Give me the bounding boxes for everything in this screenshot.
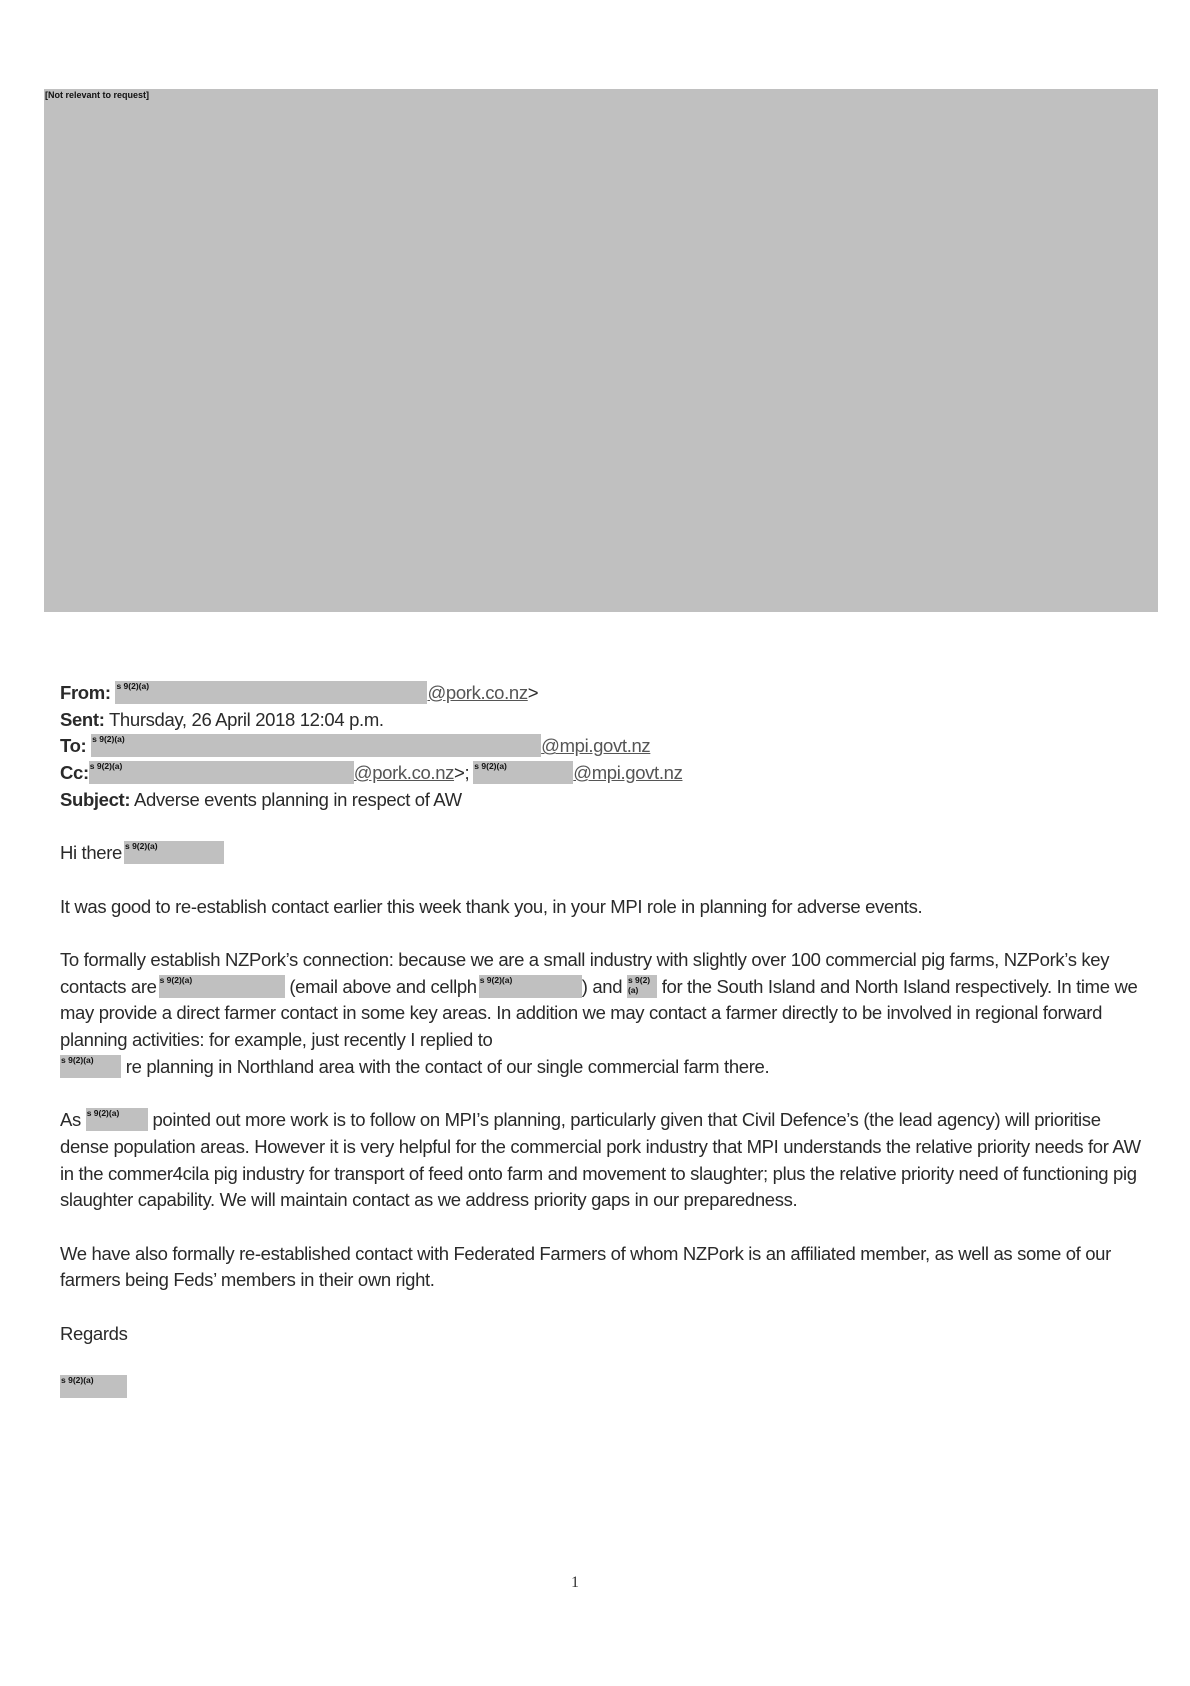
page-number: 1	[571, 1574, 579, 1591]
subject-value: Adverse events planning in respect of AW	[133, 788, 462, 810]
subject-label: Subject:	[60, 788, 131, 810]
paragraph-3	[60, 1107, 1150, 1214]
redacted-not-relevant-block	[44, 89, 1158, 612]
redaction-label: s 9(2)(a)	[474, 761, 507, 772]
cc-email-link-2[interactable]: @mpi.govt.nz	[573, 762, 683, 784]
closing: Regards	[60, 1322, 128, 1344]
p2-text-e: re planning in Northland area with the contact of our single commercial farm there.	[121, 1055, 770, 1077]
redaction	[86, 1108, 148, 1131]
paragraph-1: It was good to re-establish contact earlier this week thank you, in your MPI role in planning for adverse events.	[60, 895, 923, 917]
to-email-link[interactable]: @mpi.govt.nz	[541, 735, 651, 757]
redaction-label: s 9(2)(a)	[61, 1375, 94, 1386]
subject-line	[60, 787, 1150, 814]
redaction-label: s 9(2)(a)	[116, 681, 150, 691]
redaction	[473, 761, 573, 784]
greeting-text: Hi there	[60, 842, 122, 864]
not-relevant-label: [Not relevant to request]	[45, 90, 150, 100]
redaction	[124, 841, 224, 864]
p3-text-b: pointed out more work is to follow on MPI’s planning, particularly given that Civil Defence’s (the lead agency) will prioritise dense population areas. However it is very helpful for the commercial pork industry that MPI understands the relative priority needs for AW in the commer4cila pig industry for transport of feed onto farm and movement to slaughter; plus the relative priority need of functioning pig slaughter capability. We will maintain contact as we address priority gaps in our preparedness.	[60, 1109, 1141, 1211]
to-label: To:	[60, 735, 87, 757]
from-tail: >	[527, 682, 539, 703]
to-line	[60, 733, 1150, 760]
redaction	[115, 681, 427, 704]
sent-line	[60, 707, 1150, 734]
redaction	[91, 734, 541, 757]
redaction	[60, 1055, 121, 1078]
redaction-label: s 9(2)(a)	[159, 974, 193, 985]
paragraph-4: We have also formally re-established contact with Federated Farmers of whom NZPork is an affiliated member, as well as some of our farmers being Feds’ members in their own right.	[60, 1242, 1111, 1291]
sent-label: Sent:	[60, 708, 105, 730]
redaction-label: s 9(2)(a)	[479, 974, 513, 985]
from-label: From:	[60, 682, 111, 703]
p2-text-a: To formally establish NZPork’s connection: because we are a small industry with slightly over 100 commercial pig farms, NZPork’s key contacts are	[60, 948, 1110, 997]
redaction-label: s 9(2)(a)	[86, 1108, 120, 1119]
from-email-link[interactable]: @pork.co.nz	[427, 682, 528, 703]
cc-label: Cc:	[60, 762, 89, 784]
sent-value: Thursday, 26 April 2018 12:04 p.m.	[108, 708, 384, 730]
email-header	[60, 680, 1150, 814]
cc-email-link-1[interactable]: @pork.co.nz	[353, 762, 455, 784]
redaction-label-line-2: (a)	[627, 984, 639, 995]
email-body	[60, 680, 1150, 1401]
redaction-label-line-1: s 9(2)	[627, 974, 651, 985]
redaction	[60, 1375, 127, 1398]
redaction-label: s 9(2)(a)	[124, 841, 158, 852]
greeting	[60, 840, 1150, 867]
p2-text-b: (email above and cellph	[284, 975, 477, 997]
p2-text-d: for the South Island and North Island respectively. In time we may provide a direct farmer contact in some key areas. In addition we may contact a farmer directly to be involved in regional forward planning activities: for example, just recently I replied to	[60, 975, 1138, 1051]
paragraph-2	[60, 947, 1150, 1081]
redaction	[159, 975, 285, 998]
signature	[60, 1374, 1150, 1401]
p2-text-c: ) and	[581, 975, 623, 997]
redaction-label: s 9(2)(a)	[89, 761, 123, 772]
cc-line	[60, 760, 1150, 787]
redaction	[627, 975, 657, 998]
p3-text-a: As	[60, 1109, 81, 1131]
redaction-label: s 9(2)(a)	[92, 734, 125, 745]
redaction-label: s 9(2)(a)	[61, 1054, 94, 1065]
redaction-label	[628, 975, 650, 995]
redaction	[479, 975, 582, 998]
cc-separator: >;	[454, 762, 470, 784]
from-line	[60, 680, 1150, 707]
redaction	[89, 761, 354, 784]
